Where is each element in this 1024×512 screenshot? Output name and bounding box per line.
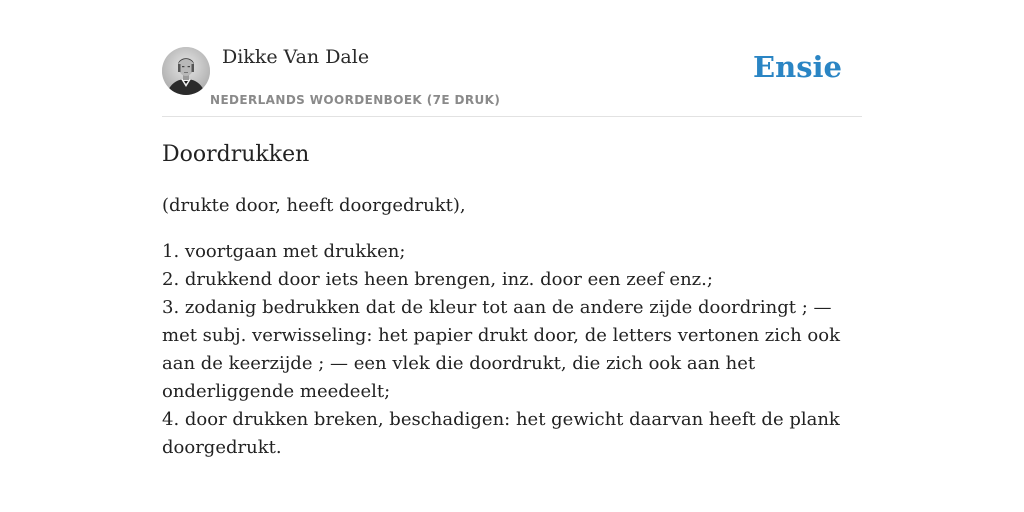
author-avatar[interactable]	[162, 47, 210, 95]
definition-item: 3. zodanig bedrukken dat de kleur tot aan de andere zijde doordringt ; — met subj. verwisseling: het papier drukt door, de letters vertonen zich ook aan de keerzijde ; — een vlek die doordrukt, die zich ook aan het onderliggende meedeelt;	[162, 297, 841, 402]
entry-title: Doordrukken	[162, 142, 310, 167]
author-portrait-image	[162, 47, 210, 95]
entry-inflections: (drukte door, heeft doorgedrukt),	[162, 195, 466, 216]
entry-content	[162, 140, 852, 462]
definition-item: 4. door drukken breken, beschadigen: het gewicht daarvan heeft de plank doorgedrukt.	[162, 409, 840, 458]
author-name[interactable]: Dikke Van Dale	[222, 46, 370, 68]
definition-list	[162, 238, 852, 462]
page-header	[162, 44, 862, 117]
definition-item: 2. drukkend door iets heen brengen, inz. door een zeef enz.;	[162, 269, 713, 290]
brand-logo[interactable]: Ensie	[753, 50, 842, 84]
definition-item: 1. voortgaan met drukken;	[162, 241, 406, 262]
source-label[interactable]: NEDERLANDS WOORDENBOEK (7E DRUK)	[210, 93, 501, 107]
